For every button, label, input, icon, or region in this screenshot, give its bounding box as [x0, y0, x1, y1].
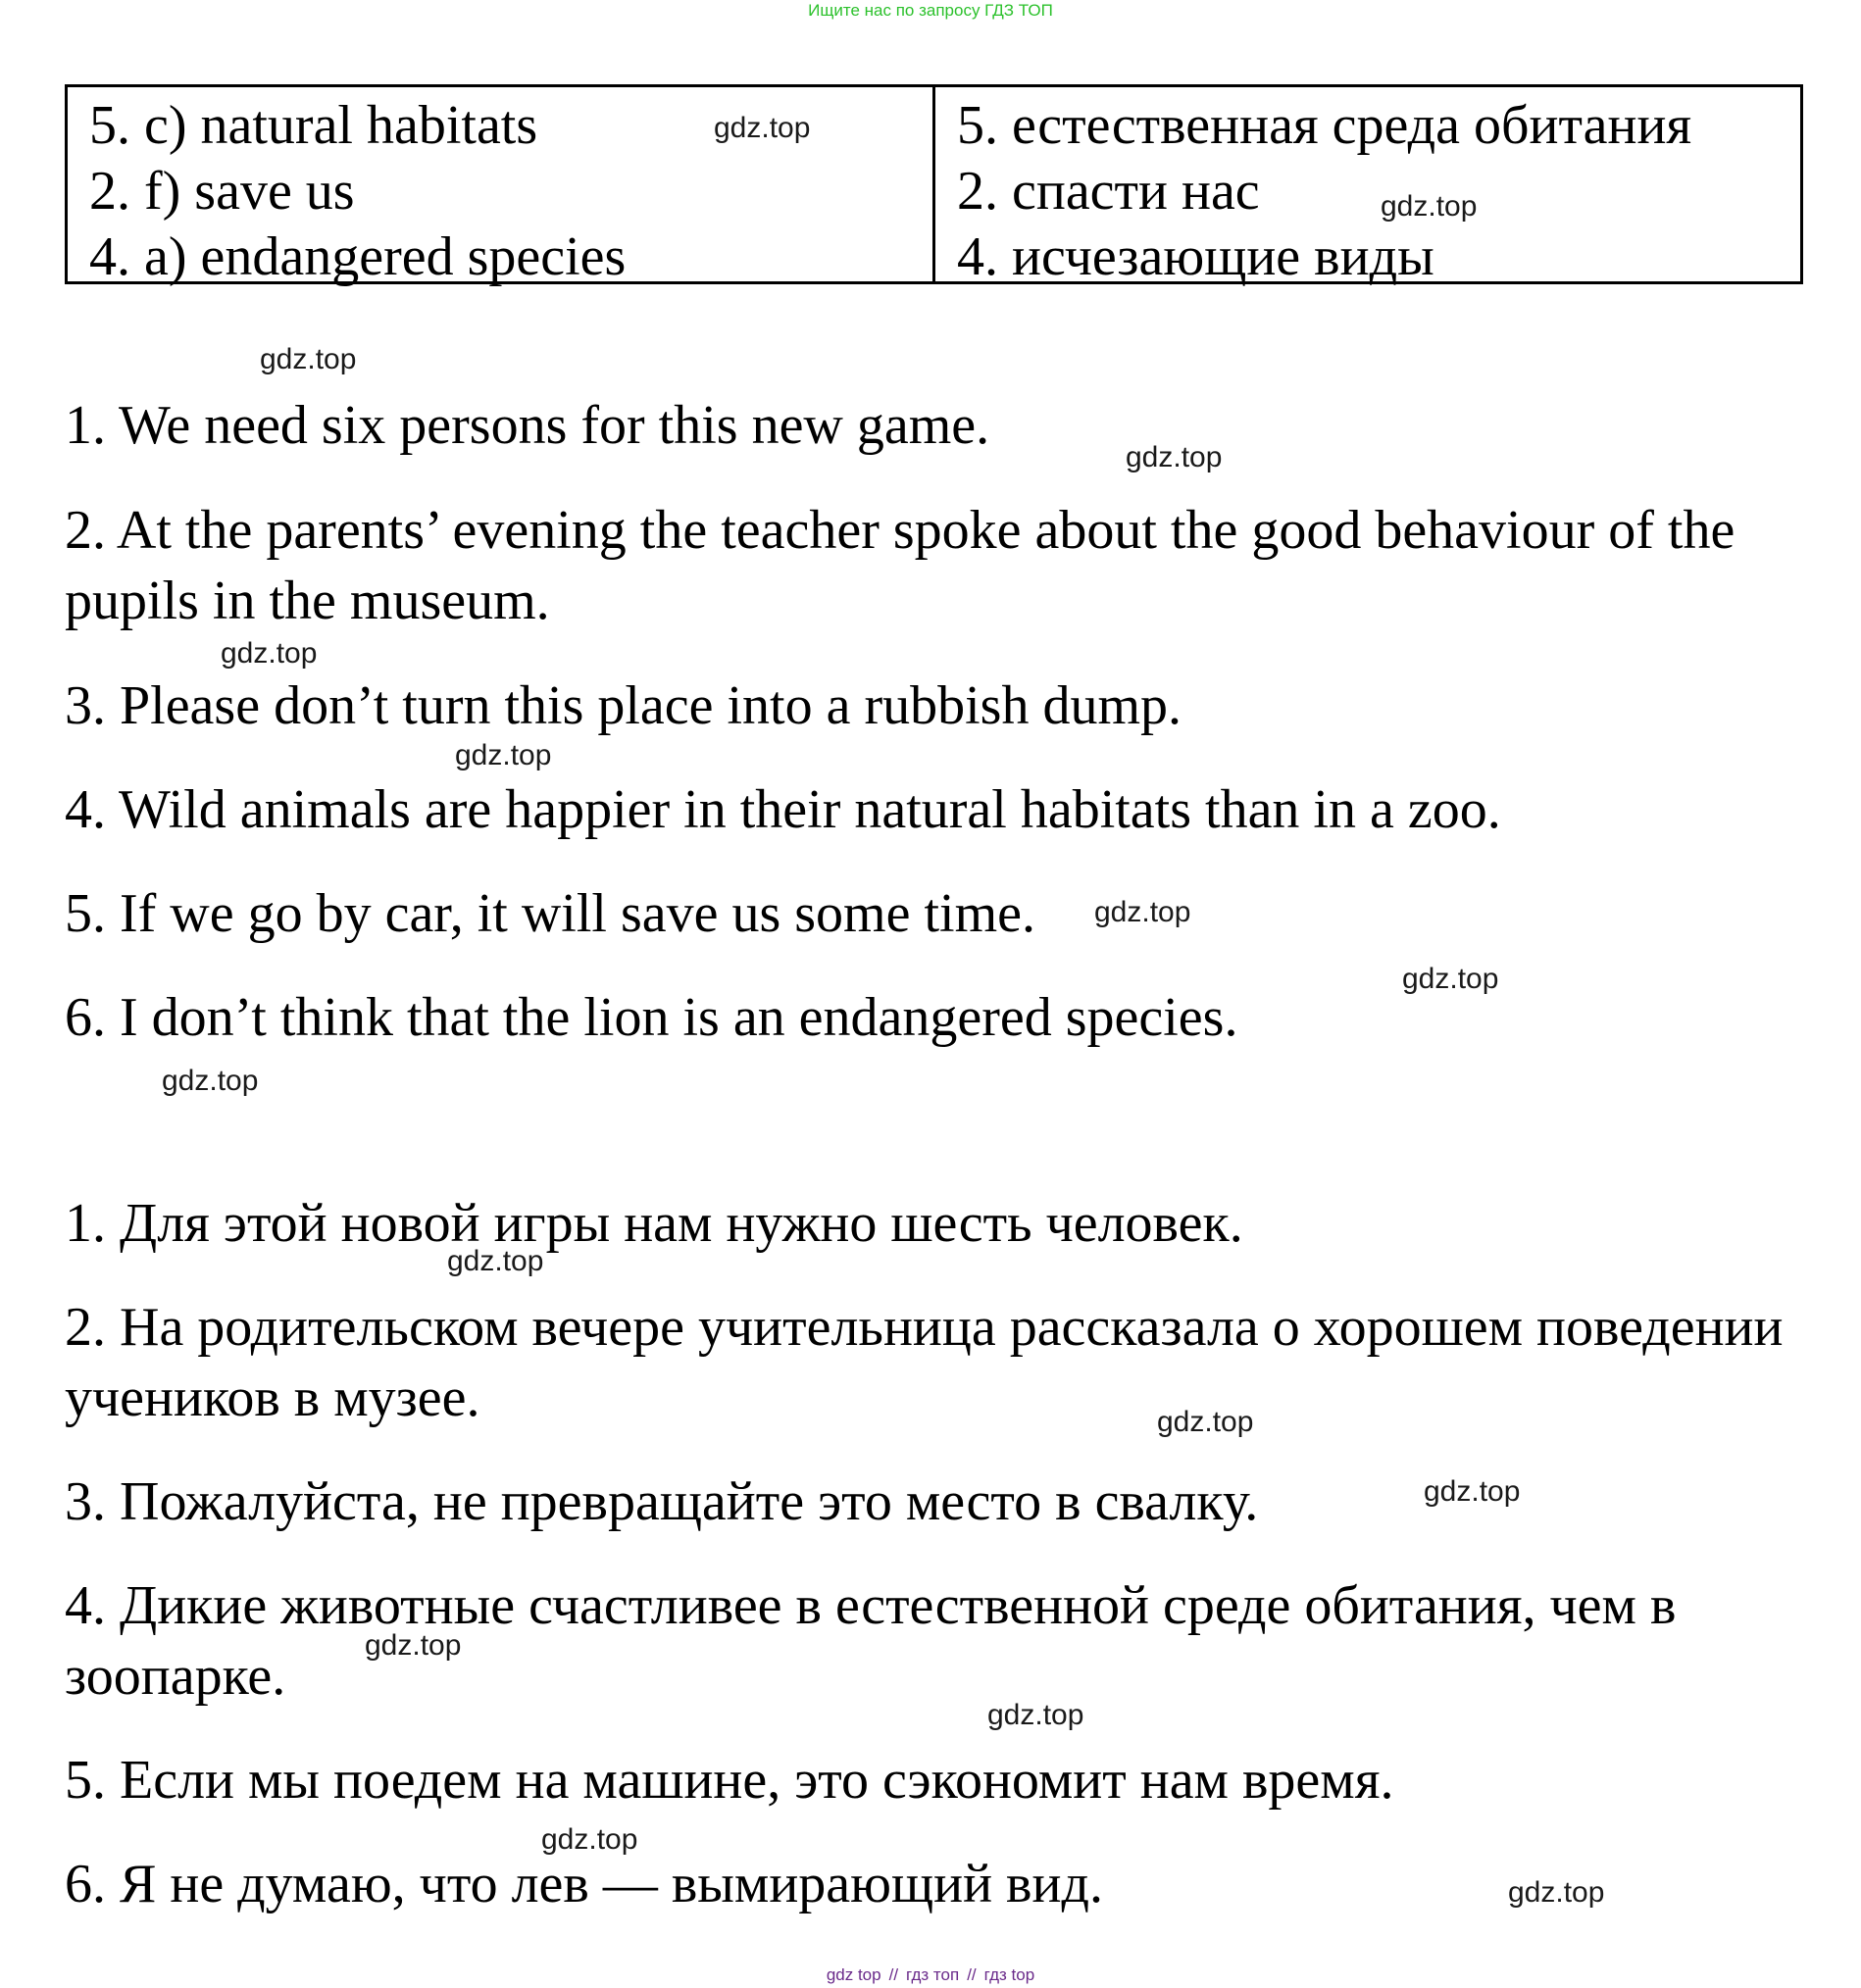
english-sentence: 3. Please don’t turn this place into a rubbish dump. [65, 675, 1182, 736]
answer-item: 5. естественная среда обитания [957, 95, 1692, 156]
footer-link[interactable]: гдз top [983, 1965, 1035, 1984]
watermark: gdz.top [1094, 896, 1191, 928]
english-sentence: 1. We need six persons for this new game. [65, 395, 990, 456]
watermark: gdz.top [1424, 1475, 1521, 1508]
watermark: gdz.top [455, 739, 552, 771]
english-sentence: 2. At the parents’ evening the teacher spoke about the good behaviour of the pupils in the museum. [65, 500, 1735, 631]
russian-sentence: 1. Для этой новой игры нам нужно шесть человек. [65, 1193, 1243, 1254]
watermark: gdz.top [162, 1065, 259, 1097]
russian-sentence: 6. Я не думаю, что лев — вымирающий вид. [65, 1854, 1103, 1914]
answer-item: 2. f) save us [89, 161, 355, 222]
answer-col-russian [935, 87, 1800, 287]
english-sentence: 5. If we go by car, it will save us some time. [65, 883, 1035, 944]
watermark: gdz.top [714, 112, 811, 144]
watermark: gdz.top [447, 1245, 544, 1277]
russian-sentence: 2. На родительском вечере учительница рассказала о хорошем поведении учеников в музее. [65, 1297, 1784, 1428]
watermark: gdz.top [260, 343, 357, 375]
russian-sentence: 4. Дикие животные счастливее в естественной среде обитания, чем в зоопарке. [65, 1575, 1677, 1707]
answer-item: 5. c) natural habitats [89, 95, 538, 156]
watermark: gdz.top [1381, 190, 1478, 223]
watermark: gdz.top [365, 1629, 462, 1662]
answer-item: 4. a) endangered species [89, 226, 627, 287]
watermark: gdz.top [541, 1823, 638, 1856]
answer-item: 2. спасти нас [957, 161, 1260, 222]
watermark: gdz.top [987, 1699, 1084, 1731]
english-sentence: 4. Wild animals are happier in their natural habitats than in a zoo. [65, 779, 1501, 840]
footer-link[interactable]: гдз топ [906, 1965, 960, 1984]
russian-sentence: 5. Если мы поедем на машине, это сэкономит нам время. [65, 1750, 1394, 1811]
answer-table [65, 84, 1803, 287]
footer-separator: // [888, 1965, 899, 1984]
footer-link[interactable]: gdz top [826, 1965, 881, 1984]
watermark: gdz.top [1126, 441, 1223, 473]
watermark: gdz.top [221, 637, 318, 670]
top-banner[interactable]: Ищите нас по запросу ГДЗ ТОП [808, 1, 1053, 20]
footer-links [0, 1964, 1861, 1986]
watermark: gdz.top [1157, 1406, 1254, 1438]
russian-sentence: 3. Пожалуйста, не превращайте это место в свалку. [65, 1471, 1259, 1532]
watermark: gdz.top [1508, 1876, 1605, 1909]
english-sentence: 6. I don’t think that the lion is an endangered species. [65, 987, 1238, 1048]
answer-item: 4. исчезающие виды [957, 226, 1434, 287]
watermark: gdz.top [1402, 963, 1499, 995]
footer-separator: // [967, 1965, 977, 1984]
